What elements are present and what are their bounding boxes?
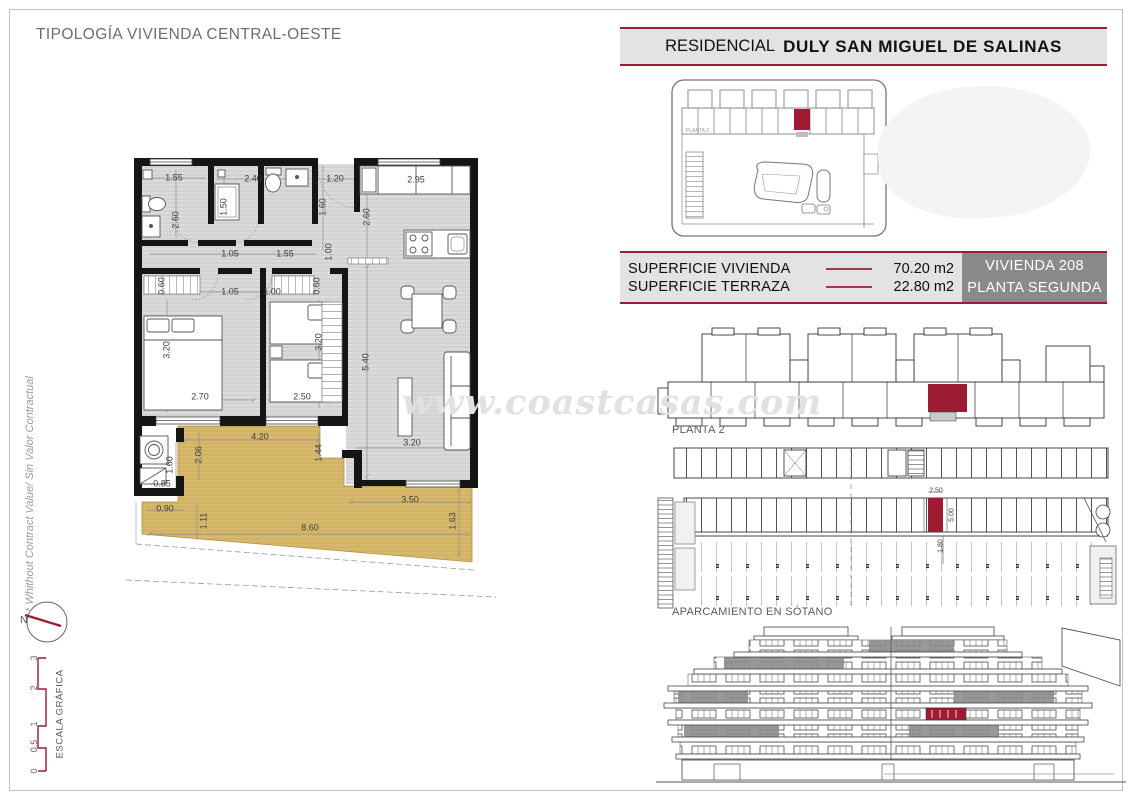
dim-label: 2.95 [407,174,425,185]
floor-plan-drawing [120,150,502,598]
watermark: www.coastcasas.com [402,382,823,423]
dim-label: 1.05 [221,248,239,259]
header-prefix: RESIDENCIAL [665,37,776,55]
dim-label: 1.55 [276,248,294,259]
dim-label: 5.40 [360,353,371,371]
highlight-unit [928,384,967,412]
table-row [628,279,954,295]
surface-value: 70.20 m2 [893,260,954,277]
north-label: N [20,614,28,626]
dim-label: 2.40 [244,173,262,184]
contract-disclaimer: * Whithout Contract Value/ Sin Valor Contractual [24,376,36,612]
parking-drawing [656,446,1126,616]
page-title: TIPOLOGÍA VIVIENDA CENTRAL-OESTE [36,26,342,43]
dim-label: 1.00 [323,243,334,261]
dim-label: 8.60 [301,522,319,533]
key-plan-label: PLANTA 2 [672,424,725,436]
parking-dim-aisle: 1.80 [937,539,945,553]
faded-map-blob [876,82,1092,221]
wardrobe [144,276,200,294]
dim-label: 0.85 [153,478,171,489]
scale-tick: 1 [29,721,39,727]
scale-tick: 2 [29,685,39,691]
dim-label: 2.60 [170,211,181,229]
header-residence-name: DULY SAN MIGUEL DE SALINAS [783,36,1062,56]
dim-label: 3.20 [161,341,172,359]
leader-line [826,268,872,270]
compass-needle [25,615,61,626]
dim-label: 1.05 [221,286,239,297]
scale-caption: ESCALA GRÁFICA [54,669,66,759]
scale-tick: 3 [29,655,39,661]
dim-label: 2.70 [191,391,209,402]
dim-label: 0.60 [311,277,322,295]
site-plan-label: PLANTA 2 [686,128,709,134]
dim-label: 1.50 [218,198,229,216]
dim-label: 4.20 [251,431,269,442]
dim-label: 2.06 [193,446,204,464]
dim-label: 0.60 [156,277,167,295]
dim-label: 3.20 [313,333,324,351]
dim-label: 2.50 [293,391,311,402]
surface-label: SUPERFICIE VIVIENDA [628,260,791,277]
highlight-unit [794,109,810,130]
highlight-parking-stall [928,498,943,532]
parking-dim-width: 2.50 [929,487,943,495]
dim-label: 0.90 [156,503,174,514]
header-bar [620,27,1107,66]
dim-label: 1.44 [313,444,324,462]
unit-floor: PLANTA SEGUNDA [967,279,1102,296]
surface-label: SUPERFICIE TERRAZA [628,278,791,295]
dim-label: 1.00 [263,286,281,297]
surface-value: 22.80 m2 [893,278,954,295]
elevation-drawing [654,624,1129,792]
parking-dim-length: 5.00 [948,508,956,522]
leader-line [826,286,872,288]
surface-info-bar [620,251,1107,304]
dim-label: 1.60 [164,456,175,474]
unit-number: VIVIENDA 208 [985,258,1084,275]
wardrobe [322,302,342,402]
parking-label: APARCAMIENTO EN SÓTANO [672,606,833,618]
surface-table [620,253,962,302]
dim-label: 1.11 [198,512,209,530]
site-plan-drawing [666,76,906,242]
dim-label: 3.50 [401,494,419,505]
unit-id-box [962,253,1107,302]
table-row [628,261,954,277]
dim-label: 1.55 [165,172,183,183]
dim-label: 2.60 [361,208,372,226]
dim-label: 1.60 [317,198,328,216]
dim-label: 1.63 [447,512,458,530]
compass [16,596,96,652]
scale-tick: 0 [29,768,39,774]
scale-tick: 0,5 [29,739,39,753]
dim-label: 3.20 [403,437,421,448]
dim-label: 1.20 [326,173,344,184]
